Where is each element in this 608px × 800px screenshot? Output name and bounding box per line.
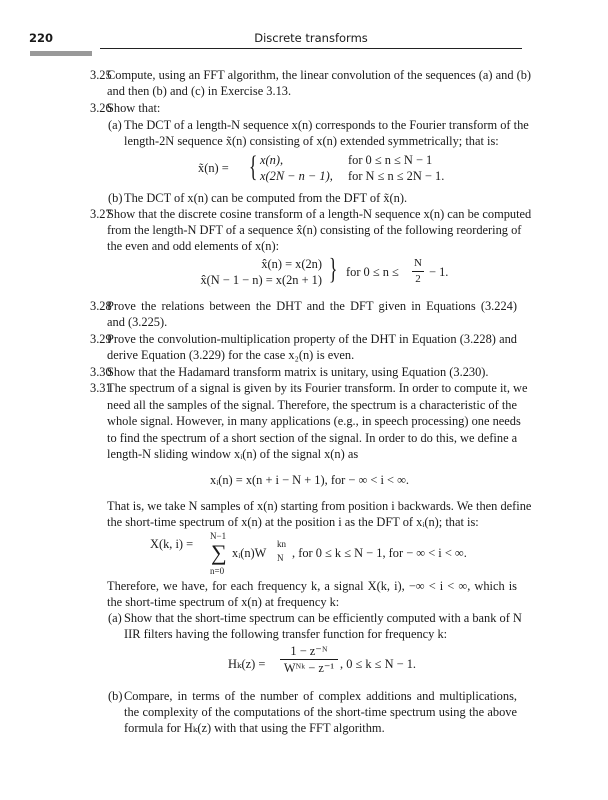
exercise-text: to find the spectrum of a short section of the signal. In order to do this, we define a [107, 431, 518, 445]
exercise-number: 3.26 [90, 101, 112, 115]
exercise-text: Therefore, we have, for each frequency k, a signal X(k, i), −∞ < i < ∞, which is [107, 579, 517, 593]
part-text: length-2N sequence x̃(n) consisting of x(n) extended symmetrically; that is: [124, 134, 499, 148]
exercise-text: Show that the discrete cosine transform of a length-N sequence x(n) can be computed [107, 207, 532, 221]
right-brace: { [328, 255, 338, 288]
equation-case: x(2N − n − 1), [260, 169, 333, 183]
exercise-text: whole signal. However, in many applications (e.g., in speech processing) one needs [107, 414, 521, 428]
part-label: (b) [108, 689, 123, 703]
part-text: IIR filters having the following transfer function for frequency k: [124, 627, 448, 641]
exercise-text: length-N sliding window xᵢ(n) of the signal x(n) as [107, 447, 359, 461]
equation-sliding-window: xᵢ(n) = x(n + i − N + 1), for − ∞ < i < ∞. [210, 473, 410, 487]
equation-condition: for 0 ≤ n ≤ [346, 265, 399, 279]
exercise-text: Compute, using an FFT algorithm, the linear convolution of the sequences (a) and (b) [107, 68, 532, 82]
exercise-text: Prove the convolution-multiplication property of the DHT in Equation (3.228) and [107, 332, 517, 346]
exercise-text: The spectrum of a signal is given by its Fourier transform. In order to compute it, we [107, 381, 528, 395]
equation-condition: , for 0 ≤ k ≤ N − 1, for − ∞ < i < ∞. [292, 546, 467, 560]
exercise-text: Show that the Hadamard transform matrix is unitary, using Equation (3.230). [107, 365, 489, 379]
exercise-number: 3.28 [90, 299, 112, 313]
equation-condition: − 1. [429, 265, 449, 279]
running-title: Discrete transforms [254, 31, 368, 45]
part-text: The DCT of x(n) can be computed from the DFT of x̃(n). [124, 191, 408, 205]
exercise-text: need all the samples of the signal. Therefore, the spectrum is a characteristic of the [107, 398, 517, 412]
exercise-text: and then (b) and (c) in Exercise 3.13. [107, 84, 292, 98]
header-gray-bar [30, 51, 92, 56]
fraction-denominator: 2 [415, 273, 421, 285]
subscript: N [277, 553, 284, 563]
part-text: Show that the short-time spectrum can be efficiently computed with a bank of N [124, 611, 522, 625]
sum-lower-limit: n=0 [210, 566, 225, 576]
exercise-text: That is, we take N samples of x(n) starting from position i backwards. We then define [107, 499, 532, 513]
fraction-numerator: 1 − z⁻ᴺ [290, 644, 328, 658]
fraction-denominator: Wᴺᵏ − z⁻¹ [283, 661, 335, 675]
exercise-text: Prove the relations between the DHT and the DFT given in Equations (3.224) [107, 299, 517, 313]
summation-symbol: ∑ [211, 540, 227, 565]
fraction [412, 257, 424, 286]
exercise-text: the even and odd elements of x(n): [107, 239, 280, 253]
superscript: kn [277, 539, 286, 549]
equation-lhs: X(k, i) = [150, 537, 194, 551]
exercise-text: from the length-N DFT of a sequence x̂(n) consisting of the following reordering of [107, 223, 522, 237]
equation-row: x̂(N − 1 − n) = x(2n + 1) [200, 273, 322, 287]
header-rule [100, 48, 522, 49]
equation-case: x(n), [260, 153, 284, 167]
part-label: (b) [108, 191, 123, 205]
page-number: 220 [29, 31, 54, 45]
part-text: formula for Hₖ(z) with that using the FFT algorithm. [124, 721, 385, 735]
exercise-text: the short-time spectrum of x(n) at frequency k: [107, 595, 340, 609]
exercise-text: Show that: [107, 101, 161, 115]
part-text: Compare, in terms of the number of complex additions and multiplications, [124, 689, 517, 703]
equation-condition: , 0 ≤ k ≤ N − 1. [340, 657, 417, 671]
exercise-number: 3.25 [90, 68, 112, 82]
fraction-numerator: N [414, 257, 422, 269]
part-text: The DCT of a length-N sequence x(n) corresponds to the Fourier transform of the [124, 118, 529, 132]
exercise-text: derive Equation (3.229) for the case x₂(n) is even. [107, 348, 355, 362]
exercise-number: 3.30 [90, 365, 112, 379]
left-brace: { [248, 150, 258, 183]
equation-row: x̂(n) = x(2n) [261, 257, 322, 271]
equation-lhs: Hₖ(z) = [228, 657, 266, 671]
equation-body: xᵢ(n)W [232, 546, 267, 560]
part-text: the complexity of the computations of the short-time spectrum using the above [124, 705, 517, 719]
part-label: (a) [108, 118, 122, 132]
fraction [280, 644, 338, 675]
equation-lhs: x̃(n) = [198, 161, 229, 175]
equation-condition: for N ≤ n ≤ 2N − 1. [348, 169, 445, 183]
equation-condition: for 0 ≤ n ≤ N − 1 [348, 153, 433, 167]
sum-upper-limit: N−1 [210, 531, 227, 541]
exercise-text: the short-time spectrum of x(n) at the position i as the DFT of xᵢ(n); that is: [107, 515, 479, 529]
exercise-number: 3.31 [90, 381, 112, 395]
exercise-number: 3.29 [90, 332, 112, 346]
exercise-text: and (3.225). [107, 315, 168, 329]
part-label: (a) [108, 611, 122, 625]
exercise-number: 3.27 [90, 207, 112, 221]
